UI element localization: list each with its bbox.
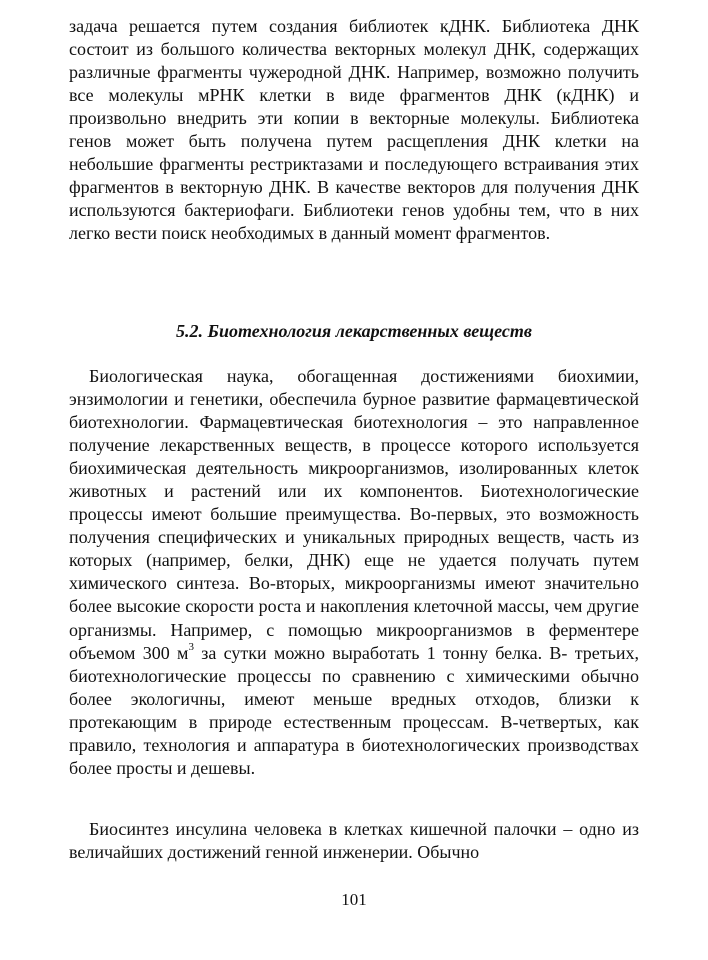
paragraph-insulin-biosynthesis: Биосинтез инсулина человека в клетках кишечной палочки – одно из величайших достижений генной инженерии. Обычно [69, 819, 639, 863]
paragraph-2-text-part-1: Биологическая наука, обогащенная достижениями биохимии, энзимологии и генетики, обеспечила бурное развитие фармацевтической биотехнологии. Фармацевтическая биотехнология – это направленное получение лекарственных веществ, в процессе которого используется биохимическая деятельность микроорганизмов, изолированных клеток животных и растений или их компонентов. Биотехнологические процессы имеют большие преимущества. Во-первых, это возможность получения специфических и уникальных природных веществ, часть из которых (например, белки, ДНК) еще не удается получать путем химического синтеза. Во-вторых, микроорганизмы имеют значительно более высокие скорости роста и накопления клеточной массы, чем другие организмы. Например, с помощью микроорганизмов в ферментере объемом 300 м [69, 366, 639, 663]
page-number: 101 [341, 890, 367, 909]
cubic-meter-superscript: 3 [188, 640, 194, 653]
paragraph-2-text-part-2: за сутки можно выработать 1 тонну белка. В- третьих, биотехнологические процессы по сравнению с химическими обычно более экологичны, имеют меньше вредных отходов, близки к протекающим в природе естественным процессам. В-четвертых, как правило, технология и аппаратура в биотехнологических производствах более просты и дешевы. [69, 642, 640, 778]
paragraph-pharmaceutical-biotechnology [69, 365, 639, 780]
paragraph-cdna-library: задача решается путем создания библиотек кДНК. Библиотека ДНК состоит из большого количества векторных молекул ДНК, содержащих различные фрагменты чужеродной ДНК. Например, возможно получить все молекулы мРНК клетки в виде фрагментов ДНК (кДНК) и произвольно внедрить эти копии в векторные молекулы. Библиотека генов может быть получена путем расщепления ДНК клетки на небольшие фрагменты рестриктазами и последующего встраивания этих фрагментов в векторную ДНК. В качестве векторов для получения ДНК используются бактериофаги. Библиотеки генов удобны тем, что в них легко вести поиск необходимых в данный момент фрагментов. [69, 16, 639, 244]
section-heading: 5.2. Биотехнология лекарственных веществ [176, 321, 532, 341]
